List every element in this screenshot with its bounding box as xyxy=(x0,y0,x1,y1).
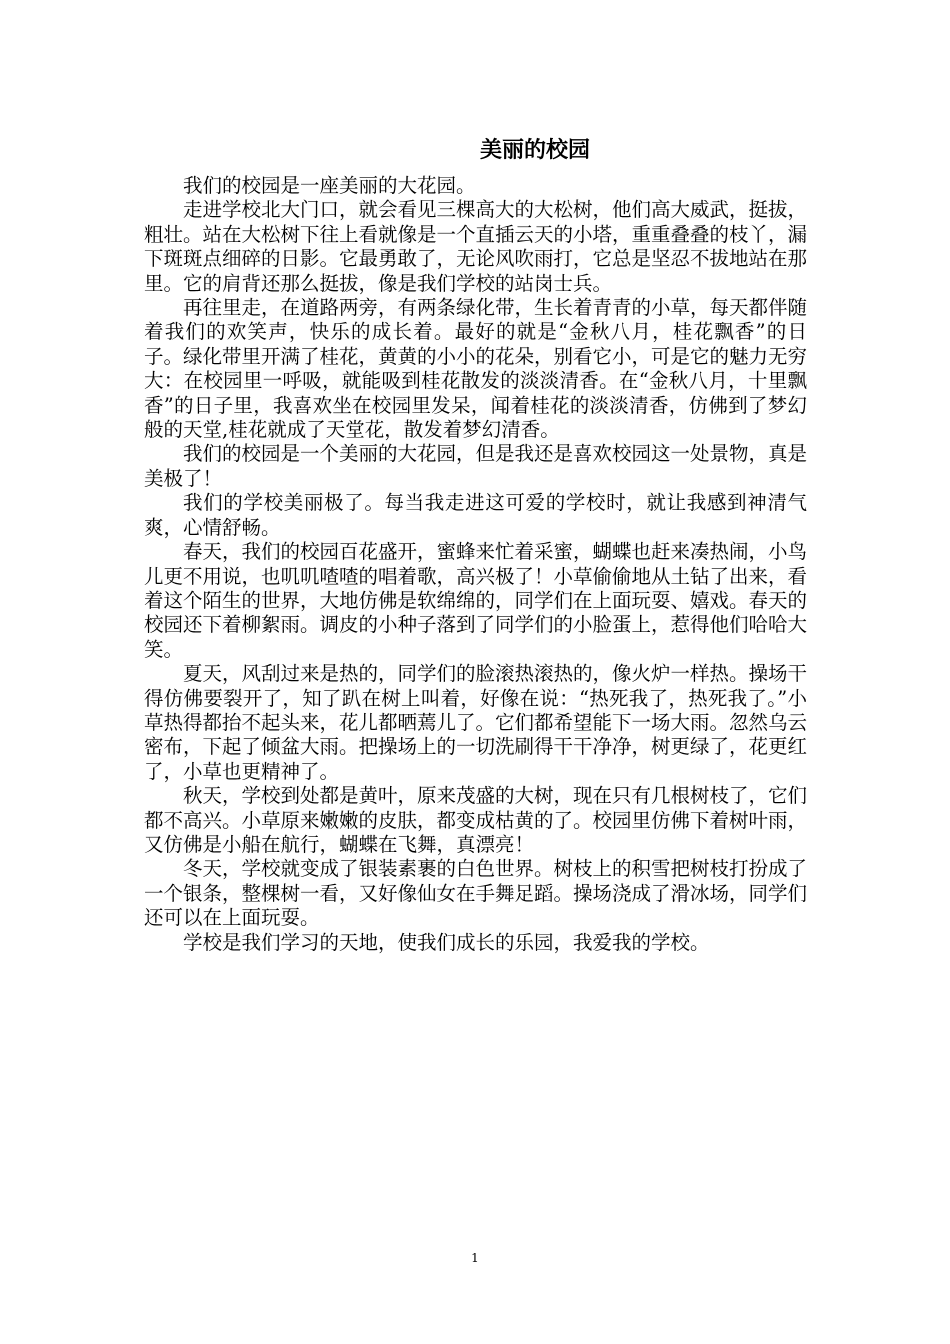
paragraph-3: 再往里走，在道路两旁，有两条绿化带，生长着青青的小草，每天都伴随着我们的欢笑声，快乐的成长着。最好的就是“金秋八月，桂花飘香”的日子。绿化带里开满了桂花，黄黄的小小的花朵，别看它小，可是它的魅力无穷大：在校园里一呼吸，就能吸到桂花散发的淡淡清香。在“金秋八月，十里飘香”的日子里，我喜欢坐在校园里发呆，闻着桂花的淡淡清香，仿佛到了梦幻般的天堂,桂花就成了天堂花，散发着梦幻清香。 xyxy=(144,296,808,442)
paragraph-7: 夏天，风刮过来是热的，同学们的脸滚热滚热的，像火炉一样热。操场干得仿佛要裂开了，知了趴在树上叫着，好像在说：“热死我了，热死我了。”小草热得都抬不起头来，花儿都晒蔫儿了。它们都希望能下一场大雨。忽然乌云密布，下起了倾盆大雨。把操场上的一切洗刷得干干净净，树更绿了，花更红了，小草也更精神了。 xyxy=(144,662,808,783)
paragraph-8: 秋天，学校到处都是黄叶，原来茂盛的大树，现在只有几根树枝了，它们都不高兴。小草原来嫩嫩的皮肤，都变成枯黄的了。校园里仿佛下着树叶雨，又仿佛是小船在航行，蝴蝶在飞舞，真漂亮！ xyxy=(144,784,808,856)
paragraph-4: 我们的校园是一个美丽的大花园，但是我还是喜欢校园这一处景物，真是美极了！ xyxy=(144,442,808,490)
paragraph-9: 冬天，学校就变成了银装素裹的白色世界。树枝上的积雪把树枝打扮成了一个银条，整棵树一看，又好像仙女在手舞足蹈。操场浇成了滑冰场，同学们还可以在上面玩耍。 xyxy=(144,857,808,930)
paragraph-6: 春天，我们的校园百花盛开，蜜蜂来忙着采蜜，蝴蝶也赶来凑热闹，小鸟儿更不用说，也叽叽喳喳的唱着歌，高兴极了！小草偷偷地从土钻了出来，看着这个陌生的世界，大地仿佛是软绵绵的，同学们在上面玩耍、嬉戏。春天的校园还下着柳絮雨。调皮的小种子落到了同学们的小脸蛋上，惹得他们哈哈大笑。 xyxy=(144,540,808,661)
page-number: 1 xyxy=(471,1251,479,1265)
paragraph-5: 我们的学校美丽极了。每当我走进这可爱的学校时，就让我感到神清气爽，心情舒畅。 xyxy=(144,491,807,539)
paragraph-10: 学校是我们学习的天地，使我们成长的乐园，我爱我的学校。 xyxy=(183,930,710,954)
document-body xyxy=(144,174,807,955)
document-title: 美丽的校园 xyxy=(479,137,590,163)
paragraph-1: 我们的校园是一座美丽的大花园。 xyxy=(183,174,476,197)
paragraph-2: 走进学校北大门口，就会看见三棵高大的大松树，他们高大威武，挺拔，粗壮。站在大松树下往上看就像是一个直插云天的小塔，重重叠叠的枝丫，漏下斑斑点细碎的日影。它最勇敢了，无论风吹雨打，它总是坚忍不拔地站在那里。它的肩背还那么挺拔，像是我们学校的站岗士兵。 xyxy=(144,198,808,295)
